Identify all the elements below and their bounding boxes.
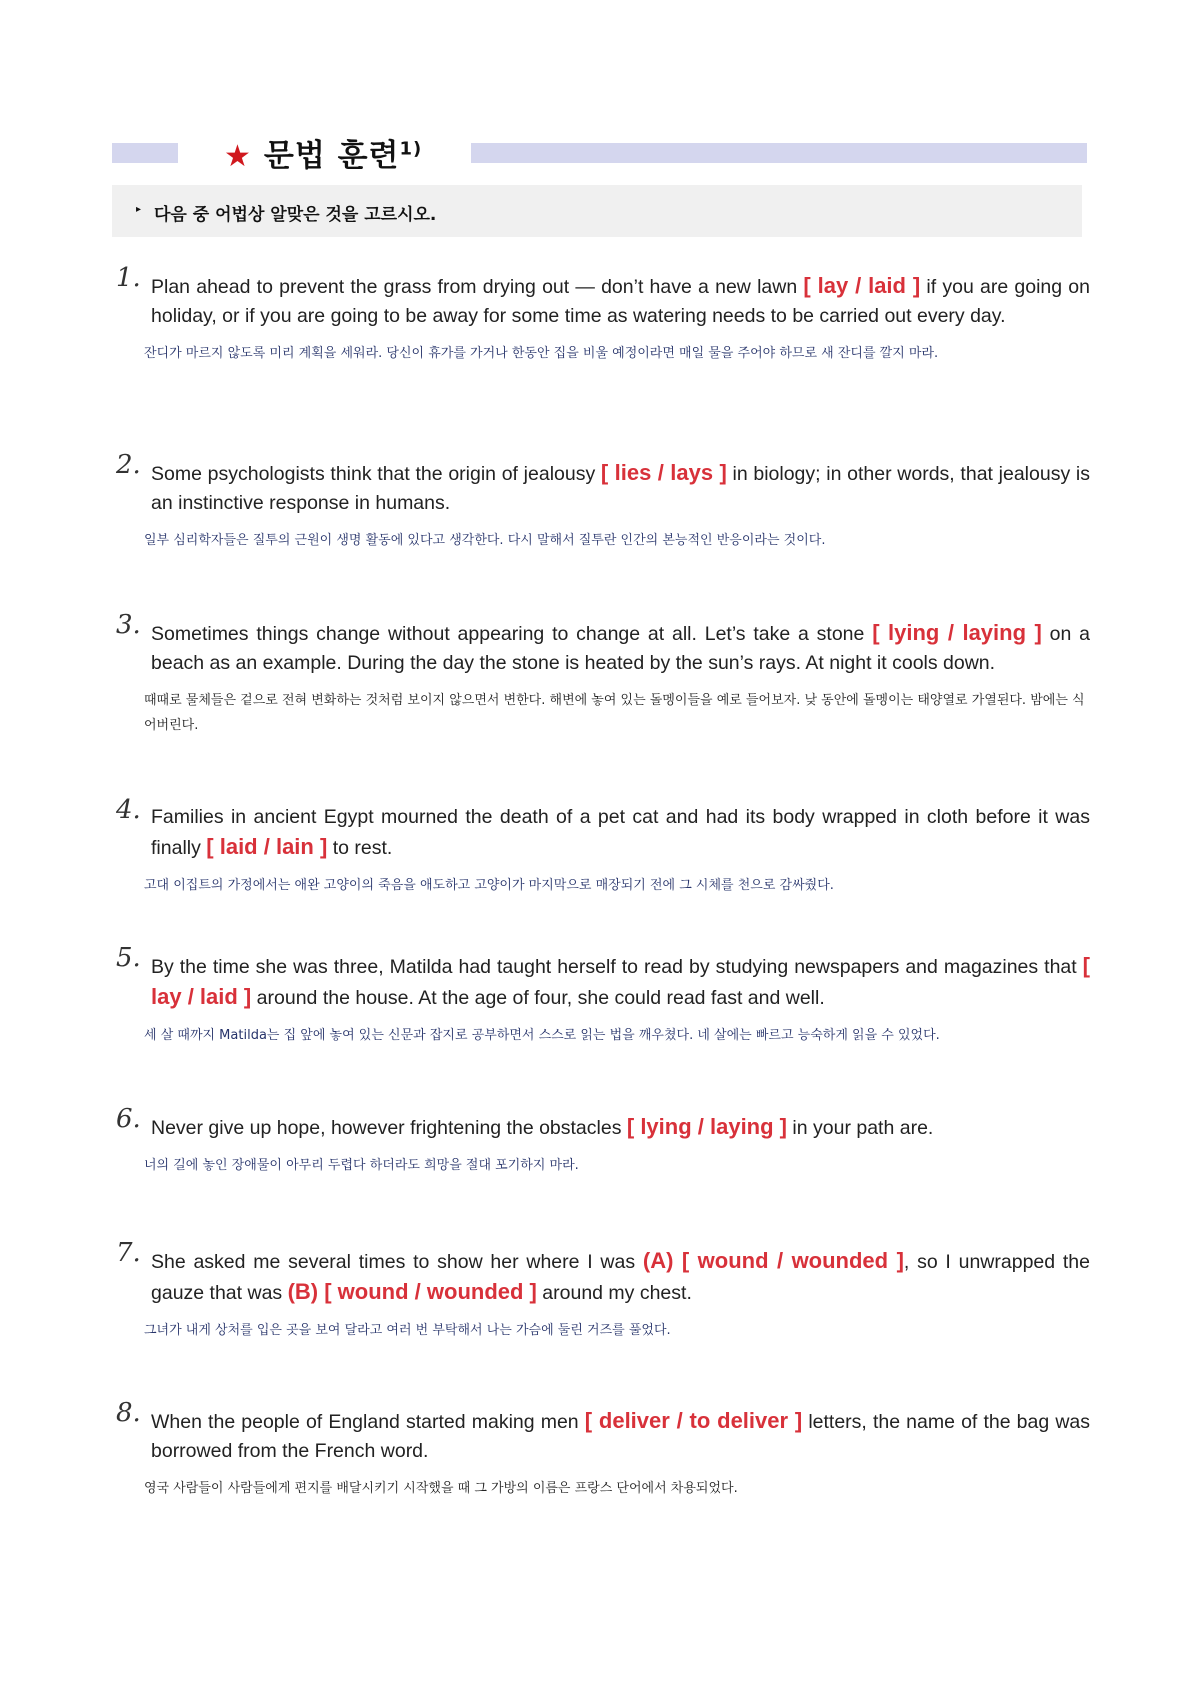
question-text-middle: , so I unwrapped the gauze that was (151, 1251, 1090, 1304)
question-4 (112, 795, 1090, 898)
translation: 잔디가 마르지 않도록 미리 계획을 세워라. 당신이 휴가를 가거나 한동안 집을 비울 예정이라면 매일 물을 주어야 하므로 새 잔디를 깔지 마라. (144, 346, 939, 361)
page-title (224, 130, 422, 175)
answer-options-a: (A) [ wound / wounded ] (642, 1248, 904, 1273)
translation: 때때로 물체들은 겉으로 전혀 변화하는 것처럼 보이지 않으면서 변한다. 해변에 놓여 있는 돌멩이들을 예로 들어보자. 낮 동안에 돌멩이는 태양열로 가열된다. 밤에는 식어버린다. (144, 693, 1085, 733)
question-text-before: When the people of England started making men (151, 1411, 585, 1433)
question-7 (112, 1238, 1090, 1343)
question-text-before: Sometimes things change without appearing to change at all. Let’s take a stone (151, 623, 873, 645)
question-text (151, 803, 1090, 863)
answer-options: [ lying / laying ] (626, 1114, 787, 1139)
translation: 고대 이집트의 가정에서는 애완 고양이의 죽음을 애도하고 고양이가 마지막으로 매장되기 전에 그 시체를 천으로 감싸줬다. (144, 878, 834, 893)
question-text-before: Plan ahead to prevent the grass from drying out — don’t have a new lawn (151, 276, 804, 298)
answer-options: [ lying / laying ] (872, 620, 1042, 645)
question-number: 8. (116, 1398, 141, 1428)
translation: 세 살 때까지 Matilda는 집 앞에 놓여 있는 신문과 잡지로 공부하면서 스스로 읽는 법을 깨우쳤다. 네 살에는 빠르고 능숙하게 읽을 수 있었다. (144, 1028, 940, 1043)
question-text-after: letters, the name of the bag was borrowed from the French word. (151, 1411, 1090, 1462)
instruction-text: 다음 중 어법상 알맞은 것을 고르시오. (154, 205, 437, 225)
question-1 (112, 263, 1090, 366)
translation: 일부 심리학자들은 질투의 근원이 생명 활동에 있다고 생각한다. 다시 말해서 질투란 인간의 본능적인 반응이라는 것이다. (144, 533, 826, 548)
question-text-before: By the time she was three, Matilda had taught herself to read by studying newspapers and magazines that (151, 956, 1083, 978)
question-text-after: on a beach as an example. During the day the stone is heated by the sun’s rays. At night it cools down. (151, 623, 1091, 674)
translation: 그녀가 내게 상처를 입은 곳을 보여 달라고 여러 번 부탁해서 나는 가슴에 둘린 거즈를 풀었다. (144, 1323, 671, 1338)
question-text (151, 1112, 1090, 1143)
question-2 (112, 450, 1090, 553)
title-footnote: 1) (399, 138, 423, 160)
question-text-after: if you are going on holiday, or if you are going to be away for some time as watering needs to be carried out every day. (151, 276, 1090, 327)
question-text-after: to rest. (327, 837, 393, 859)
instruction-box (112, 185, 1082, 237)
question-text-before: She asked me several times to show her where I was (151, 1251, 643, 1273)
question-text-after: in your path are. (787, 1117, 934, 1139)
question-number: 6. (116, 1104, 141, 1134)
question-text (151, 1406, 1090, 1466)
question-text (151, 271, 1090, 331)
question-number: 3. (116, 610, 141, 640)
question-text-before: Some psychologists think that the origin of jealousy (151, 463, 601, 485)
star-icon: ★ (224, 139, 252, 174)
title-bar-left (112, 143, 178, 163)
translation: 영국 사람들이 사람들에게 편지를 배달시키기 시작했을 때 그 가방의 이름은 프랑스 단어에서 차용되었다. (144, 1481, 738, 1496)
question-8 (112, 1398, 1090, 1501)
answer-options: [ laid / lain ] (206, 834, 328, 859)
answer-options-b: (B) [ wound / wounded ] (287, 1279, 537, 1304)
question-3 (112, 610, 1091, 738)
translation: 너의 길에 놓인 장애물이 아무리 두렵다 하더라도 희망을 절대 포기하지 마라. (144, 1158, 579, 1173)
question-number: 2. (116, 450, 141, 480)
question-5 (112, 943, 1090, 1048)
answer-options: [ deliver / to deliver ] (584, 1408, 803, 1433)
answer-options: [ lay / laid ] (803, 273, 921, 298)
question-text (151, 458, 1090, 518)
question-number: 5. (116, 943, 141, 973)
question-text-after: around the house. At the age of four, she could read fast and well. (251, 987, 825, 1009)
question-text-after: in biology; in other words, that jealousy is an instinctive response in humans. (151, 463, 1090, 514)
question-text (151, 1246, 1090, 1308)
question-6 (112, 1104, 1090, 1178)
question-text (151, 951, 1090, 1013)
arrow-marker-icon: ▸ (136, 204, 142, 215)
question-text (151, 618, 1090, 678)
question-text-after: around my chest. (536, 1282, 692, 1304)
question-text-before: Never give up hope, however frightening the obstacles (151, 1117, 627, 1139)
title-text: 문법 훈련 (263, 138, 400, 174)
question-text-before: Families in ancient Egypt mourned the death of a pet cat and had its body wrapped in cloth before it was finally (151, 806, 1090, 859)
answer-options: [ lay / laid ] (151, 953, 1090, 1009)
question-number: 4. (116, 795, 141, 825)
title-bar-right (471, 143, 1087, 163)
question-number: 7. (116, 1238, 141, 1268)
answer-options: [ lies / lays ] (600, 460, 727, 485)
question-number: 1. (116, 263, 141, 293)
